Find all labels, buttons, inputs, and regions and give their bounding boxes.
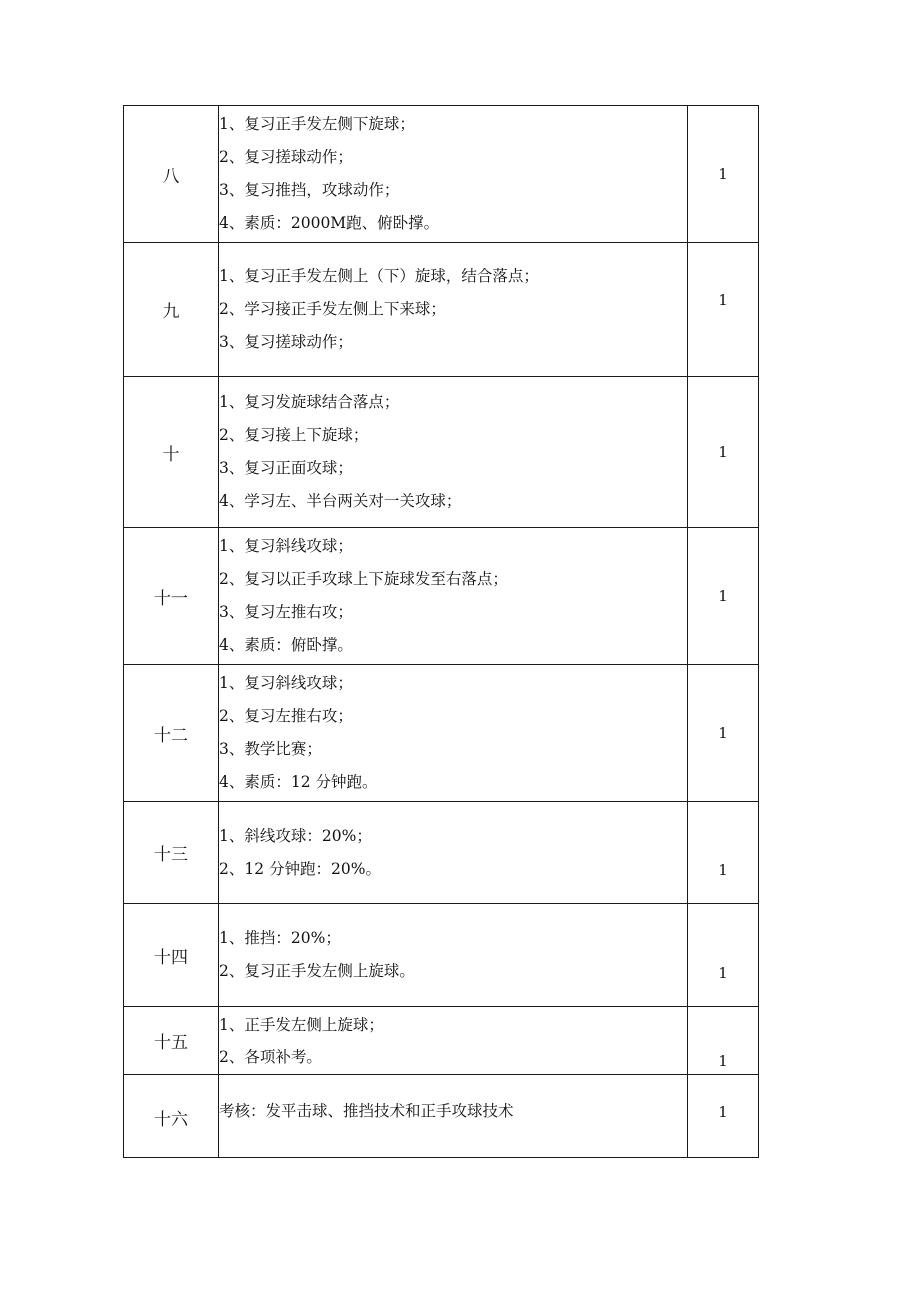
content-item: 1、复习正手发左侧上（下）旋球，结合落点； — [219, 267, 539, 285]
table-row — [124, 1075, 759, 1158]
lesson-content — [219, 243, 688, 377]
lesson-schedule-table — [123, 105, 759, 1158]
content-item: 2、复习以正手攻球上下旋球发至右落点； — [219, 570, 508, 588]
content-item: 2、学习接正手发左侧上下来球； — [219, 300, 446, 318]
table-row — [124, 377, 759, 528]
lesson-content — [219, 802, 688, 904]
lesson-content — [219, 528, 688, 665]
content-item: 2、复习接上下旋球； — [219, 426, 369, 444]
hours-cell: 1 — [688, 528, 759, 665]
content-item: 1、复习正手发左侧下旋球； — [219, 115, 415, 133]
content-item: 2、各项补考。 — [219, 1047, 322, 1066]
table-row — [124, 528, 759, 665]
content-item: 4、素质：12 分钟跑。 — [219, 773, 378, 791]
content-item: 2、12 分钟跑：20%。 — [219, 859, 381, 878]
hours-cell: 1 — [688, 1007, 759, 1075]
content-item: 3、复习左推右攻； — [219, 603, 353, 621]
content-item: 4、素质：俯卧撑。 — [219, 636, 353, 654]
content-item: 1、复习发旋球结合落点； — [219, 393, 400, 411]
content-item: 1、复习斜线攻球； — [219, 537, 353, 555]
content-item: 3、复习正面攻球； — [219, 459, 353, 477]
hours-cell: 1 — [688, 665, 759, 802]
week-number: 十二 — [124, 665, 219, 802]
lesson-content — [219, 377, 688, 528]
table-row — [124, 802, 759, 904]
content-item: 考核：发平击球、推挡技术和正手攻球技术 — [219, 1102, 514, 1120]
hours-cell: 1 — [688, 106, 759, 243]
lesson-content — [219, 1075, 688, 1158]
hours-cell: 1 — [688, 243, 759, 377]
table-row — [124, 106, 759, 243]
week-number: 九 — [124, 243, 219, 377]
week-number: 八 — [124, 106, 219, 243]
content-item: 1、推挡：20%； — [219, 929, 341, 947]
week-number: 十四 — [124, 904, 219, 1007]
table-row — [124, 904, 759, 1007]
content-item: 2、复习搓球动作； — [219, 148, 353, 166]
content-item: 4、素质：2000M跑、俯卧撑。 — [219, 214, 440, 232]
hours-cell: 1 — [688, 377, 759, 528]
content-item: 1、斜线攻球：20%； — [219, 826, 372, 845]
content-item: 3、复习推挡，攻球动作； — [219, 181, 400, 199]
week-number: 十五 — [124, 1007, 219, 1075]
hours-cell: 1 — [688, 904, 759, 1007]
lesson-content — [219, 665, 688, 802]
hours-cell: 1 — [688, 1075, 759, 1158]
table-row — [124, 1007, 759, 1075]
week-number: 十六 — [124, 1075, 219, 1158]
week-number: 十 — [124, 377, 219, 528]
week-number: 十一 — [124, 528, 219, 665]
content-item: 2、复习正手发左侧上旋球。 — [219, 962, 415, 980]
lesson-content — [219, 904, 688, 1007]
content-item: 1、正手发左侧上旋球； — [219, 1015, 384, 1034]
content-item: 4、学习左、半台两关对一关攻球； — [219, 492, 462, 510]
content-item: 2、复习左推右攻； — [219, 707, 353, 725]
lesson-content — [219, 1007, 688, 1075]
week-number: 十三 — [124, 802, 219, 904]
table-row — [124, 243, 759, 377]
lesson-content — [219, 106, 688, 243]
table-row — [124, 665, 759, 802]
hours-cell: 1 — [688, 802, 759, 904]
content-item: 3、复习搓球动作； — [219, 333, 353, 351]
content-item: 1、复习斜线攻球； — [219, 674, 353, 692]
content-item: 3、教学比赛； — [219, 740, 322, 758]
